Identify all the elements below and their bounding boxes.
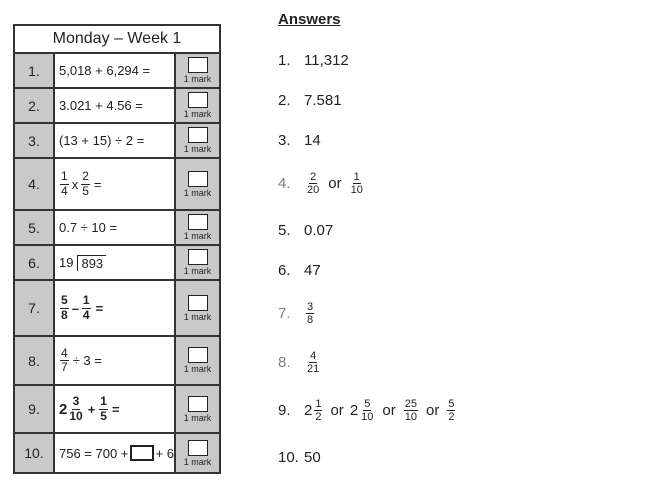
mark-cell — [176, 246, 219, 279]
fraction: $\frac{25}{10}$ — [404, 398, 417, 424]
divisor: 19 — [59, 255, 74, 270]
mark-label: 1 mark — [183, 231, 212, 241]
answer-number: 9. — [278, 402, 291, 420]
question-number: 10. — [15, 434, 55, 472]
answers-title: Answers — [278, 11, 341, 28]
question-number: 7. — [15, 281, 55, 335]
mark-label: 1 mark — [183, 187, 212, 198]
question-row-10 — [15, 434, 219, 472]
mark-box[interactable] — [188, 249, 208, 265]
question-number: 2. — [15, 89, 55, 122]
mark-label: 1 mark — [183, 109, 212, 119]
mark-label: 1 mark — [183, 74, 212, 84]
mark-cell — [176, 434, 219, 472]
mark-box[interactable] — [188, 127, 208, 143]
answer-6 — [278, 262, 321, 279]
question-text: 0.7 ÷ 10 = — [55, 211, 176, 244]
question-number: 8. — [15, 337, 55, 384]
question-row-1 — [15, 54, 219, 89]
question-text: 2 $\frac{3}{10}$ + $\frac{1}{5}$ = — [55, 386, 176, 432]
fraction: $\frac{5}{2}$ — [448, 398, 455, 424]
answer-4: 4. $\frac{2}{20}$ or $\frac{1}{10}$ — [278, 171, 363, 197]
answer-value: 14 — [304, 132, 321, 149]
mark-cell — [176, 89, 219, 122]
answer-3 — [278, 132, 321, 149]
mark-box[interactable] — [188, 396, 208, 412]
answer-1 — [278, 52, 349, 69]
answer-number: 3. — [278, 132, 291, 149]
fraction: $\frac{3}{8}$ — [307, 301, 314, 327]
mark-box[interactable] — [188, 347, 208, 363]
answer-value: 7.581 — [304, 92, 342, 109]
mark-cell — [176, 281, 219, 335]
question-text: (13 + 15) ÷ 2 = — [55, 124, 176, 157]
mark-cell — [176, 124, 219, 157]
question-text: $\frac{1}{4}$ x $\frac{2}{5}$ = — [55, 159, 176, 209]
answer-value: 50 — [304, 449, 321, 466]
fraction: $\frac{1}{4}$ — [61, 169, 68, 198]
mark-box[interactable] — [188, 295, 208, 311]
answer-number: 7. — [278, 305, 291, 323]
fraction: $\frac{4}{21}$ — [307, 350, 320, 376]
fraction: $\frac{2}{5}$ — [82, 169, 89, 198]
worksheet-table — [13, 24, 221, 474]
question-number: 6. — [15, 246, 55, 279]
answer-number: 5. — [278, 222, 291, 239]
answer-7 — [278, 301, 316, 326]
answer-10 — [278, 449, 321, 466]
question-text: 5,018 + 6,294 = — [55, 54, 176, 87]
question-number: 1. — [15, 54, 55, 87]
question-row-3 — [15, 124, 219, 159]
fraction: $\frac{5}{8}$ — [61, 293, 68, 322]
question-text: $\frac{4}{7}$ ÷ 3 = — [55, 337, 176, 384]
mark-label: 1 mark — [183, 412, 212, 423]
question-number: 5. — [15, 211, 55, 244]
mark-cell — [176, 211, 219, 244]
answer-9: 9. 2 $\frac{1}{2}$ or 2 $\frac{5}{10}$ or $\frac{25}{10}$ or $\frac{5}{2}$ — [278, 398, 455, 424]
mark-box[interactable] — [188, 171, 208, 187]
mark-cell — [176, 159, 219, 209]
fraction: $\frac{1}{2}$ — [315, 398, 322, 424]
mark-box[interactable] — [188, 440, 208, 456]
question-row-9 — [15, 386, 219, 434]
question-row-8 — [15, 337, 219, 386]
answer-2 — [278, 92, 342, 109]
mark-cell — [176, 54, 219, 87]
question-text: $\frac{5}{8}$ – $\frac{1}{4}$ = — [55, 281, 176, 335]
answer-5 — [278, 222, 333, 239]
answer-number: 10. — [278, 449, 299, 466]
mark-box[interactable] — [188, 57, 208, 73]
mark-label: 1 mark — [183, 311, 212, 322]
mark-box[interactable] — [188, 92, 208, 108]
mark-label: 1 mark — [183, 364, 212, 374]
answer-blank-box[interactable] — [130, 445, 153, 461]
mark-label: 1 mark — [183, 456, 212, 467]
question-row-6 — [15, 246, 219, 281]
question-row-4 — [15, 159, 219, 211]
answer-value: 0.07 — [304, 222, 334, 239]
answer-number: 1. — [278, 52, 291, 69]
mark-label: 1 mark — [183, 266, 212, 276]
mark-label: 1 mark — [183, 144, 212, 154]
answer-8 — [278, 350, 322, 375]
mark-cell — [176, 337, 219, 384]
answer-number: 2. — [278, 92, 291, 109]
question-row-7 — [15, 281, 219, 337]
answer-value: 47 — [304, 262, 321, 279]
question-text — [55, 246, 176, 279]
question-number: 3. — [15, 124, 55, 157]
question-row-2 — [15, 89, 219, 124]
fraction: $\frac{2}{20}$ — [307, 171, 320, 197]
question-row-5 — [15, 211, 219, 246]
fraction: $\frac{1}{4}$ — [82, 293, 90, 322]
answer-number: 4. — [278, 175, 291, 193]
mark-cell — [176, 386, 219, 432]
mark-box[interactable] — [188, 214, 208, 230]
answer-value: 11,312 — [304, 52, 349, 69]
fraction: $\frac{3}{10}$ — [69, 394, 83, 423]
fraction: $\frac{1}{10}$ — [350, 171, 363, 197]
worksheet-title: Monday – Week 1 — [15, 26, 219, 54]
answer-number: 8. — [278, 354, 291, 372]
question-text: 3.021 + 4.56 = — [55, 89, 176, 122]
question-text: 756 = 700 + + 6 — [55, 434, 176, 472]
question-number: 9. — [15, 386, 55, 432]
fraction: $\frac{1}{5}$ — [100, 394, 107, 423]
long-division-bracket: 893 — [77, 255, 106, 271]
fraction: $\frac{5}{10}$ — [361, 398, 374, 424]
fraction: $\frac{4}{7}$ — [61, 345, 68, 374]
question-number: 4. — [15, 159, 55, 209]
answer-number: 6. — [278, 262, 291, 279]
